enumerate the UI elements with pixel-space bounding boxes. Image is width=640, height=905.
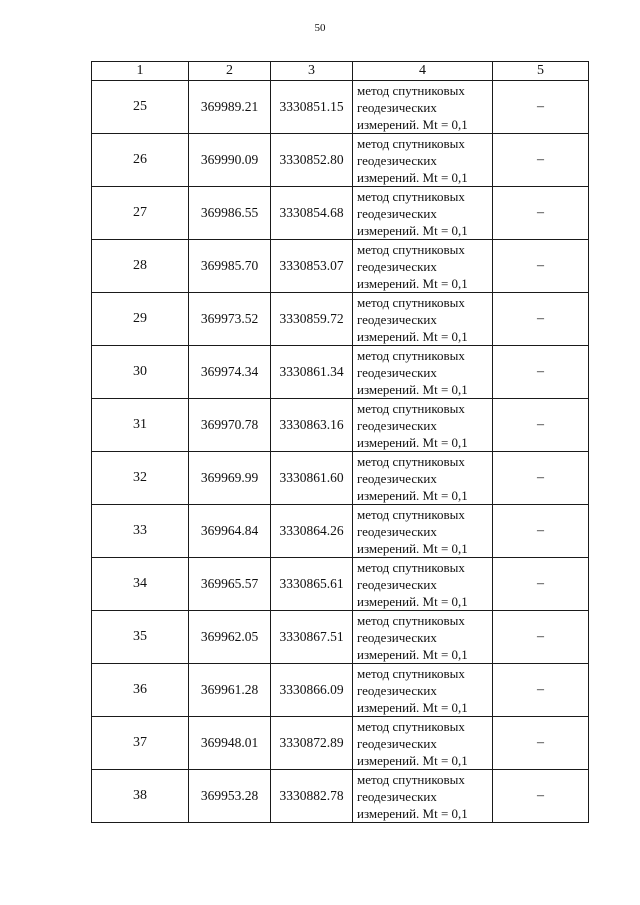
method-line: геодезических	[357, 576, 437, 592]
y-coordinate-cell: 3330851.15	[271, 81, 353, 134]
method-line: измерений. Mt = 0,1	[357, 593, 468, 609]
method-line: метод спутниковых	[357, 665, 465, 681]
x-coordinate-cell: 369973.52	[189, 293, 271, 346]
point-number-cell: 36	[92, 664, 189, 717]
method-line: геодезических	[357, 735, 437, 751]
x-coordinate-cell: 369964.84	[189, 505, 271, 558]
method-line: измерений. Mt = 0,1	[357, 222, 468, 238]
x-coordinate-cell: 369962.05	[189, 611, 271, 664]
x-coordinate-cell: 369961.28	[189, 664, 271, 717]
table-row	[92, 717, 589, 770]
note-cell: –	[493, 134, 589, 187]
method-line: метод спутниковых	[357, 188, 465, 204]
table-row	[92, 134, 589, 187]
method-line: измерений. Mt = 0,1	[357, 699, 468, 715]
method-line: измерений. Mt = 0,1	[357, 328, 468, 344]
y-coordinate-cell: 3330861.60	[271, 452, 353, 505]
table-header	[92, 62, 589, 81]
method-cell	[353, 558, 493, 611]
x-coordinate-cell: 369965.57	[189, 558, 271, 611]
note-cell: –	[493, 717, 589, 770]
y-coordinate-cell: 3330853.07	[271, 240, 353, 293]
header-col-5: 5	[493, 62, 589, 81]
method-line: геодезических	[357, 629, 437, 645]
table-row	[92, 770, 589, 823]
x-coordinate-cell: 369969.99	[189, 452, 271, 505]
method-cell	[353, 505, 493, 558]
point-number-cell: 29	[92, 293, 189, 346]
method-line: измерений. Mt = 0,1	[357, 116, 468, 132]
x-coordinate-cell: 369986.55	[189, 187, 271, 240]
y-coordinate-cell: 3330859.72	[271, 293, 353, 346]
table-body	[92, 81, 589, 823]
y-coordinate-cell: 3330864.26	[271, 505, 353, 558]
x-coordinate-cell: 369974.34	[189, 346, 271, 399]
x-coordinate-cell: 369948.01	[189, 717, 271, 770]
table-row	[92, 346, 589, 399]
note-cell: –	[493, 452, 589, 505]
note-cell: –	[493, 558, 589, 611]
method-cell	[353, 717, 493, 770]
method-line: геодезических	[357, 152, 437, 168]
header-row	[92, 62, 589, 81]
table-row	[92, 505, 589, 558]
note-cell: –	[493, 399, 589, 452]
x-coordinate-cell: 369990.09	[189, 134, 271, 187]
point-number-cell: 26	[92, 134, 189, 187]
method-line: геодезических	[357, 682, 437, 698]
method-line: метод спутниковых	[357, 718, 465, 734]
method-line: метод спутниковых	[357, 612, 465, 628]
note-cell: –	[493, 81, 589, 134]
method-line: метод спутниковых	[357, 294, 465, 310]
table-row	[92, 240, 589, 293]
method-cell	[353, 611, 493, 664]
table-row	[92, 293, 589, 346]
method-cell	[353, 399, 493, 452]
method-line: метод спутниковых	[357, 559, 465, 575]
y-coordinate-cell: 3330854.68	[271, 187, 353, 240]
x-coordinate-cell: 369985.70	[189, 240, 271, 293]
method-line: измерений. Mt = 0,1	[357, 487, 468, 503]
method-line: геодезических	[357, 788, 437, 804]
note-cell: –	[493, 346, 589, 399]
note-cell: –	[493, 664, 589, 717]
method-cell	[353, 81, 493, 134]
point-number-cell: 33	[92, 505, 189, 558]
y-coordinate-cell: 3330866.09	[271, 664, 353, 717]
method-line: геодезических	[357, 205, 437, 221]
method-line: метод спутниковых	[357, 400, 465, 416]
method-line: измерений. Mt = 0,1	[357, 169, 468, 185]
method-cell	[353, 664, 493, 717]
header-col-1: 1	[92, 62, 189, 81]
method-line: измерений. Mt = 0,1	[357, 381, 468, 397]
point-number-cell: 30	[92, 346, 189, 399]
method-line: измерений. Mt = 0,1	[357, 275, 468, 291]
header-col-4: 4	[353, 62, 493, 81]
coordinates-table	[91, 61, 589, 823]
header-col-2: 2	[189, 62, 271, 81]
method-line: геодезических	[357, 364, 437, 380]
note-cell: –	[493, 611, 589, 664]
method-line: измерений. Mt = 0,1	[357, 805, 468, 821]
table-row	[92, 611, 589, 664]
y-coordinate-cell: 3330882.78	[271, 770, 353, 823]
point-number-cell: 28	[92, 240, 189, 293]
note-cell: –	[493, 505, 589, 558]
y-coordinate-cell: 3330861.34	[271, 346, 353, 399]
method-line: метод спутниковых	[357, 82, 465, 98]
y-coordinate-cell: 3330852.80	[271, 134, 353, 187]
method-line: измерений. Mt = 0,1	[357, 434, 468, 450]
method-line: геодезических	[357, 470, 437, 486]
point-number-cell: 34	[92, 558, 189, 611]
method-line: метод спутниковых	[357, 347, 465, 363]
x-coordinate-cell: 369953.28	[189, 770, 271, 823]
y-coordinate-cell: 3330867.51	[271, 611, 353, 664]
method-cell	[353, 770, 493, 823]
method-cell	[353, 346, 493, 399]
point-number-cell: 37	[92, 717, 189, 770]
method-line: измерений. Mt = 0,1	[357, 646, 468, 662]
point-number-cell: 32	[92, 452, 189, 505]
method-line: геодезических	[357, 258, 437, 274]
note-cell: –	[493, 293, 589, 346]
method-line: геодезических	[357, 417, 437, 433]
table-row	[92, 664, 589, 717]
header-col-3: 3	[271, 62, 353, 81]
method-line: геодезических	[357, 311, 437, 327]
table-row	[92, 558, 589, 611]
y-coordinate-cell: 3330863.16	[271, 399, 353, 452]
point-number-cell: 31	[92, 399, 189, 452]
method-line: метод спутниковых	[357, 506, 465, 522]
table-row	[92, 399, 589, 452]
point-number-cell: 35	[92, 611, 189, 664]
note-cell: –	[493, 770, 589, 823]
method-line: геодезических	[357, 99, 437, 115]
method-cell	[353, 240, 493, 293]
method-line: геодезических	[357, 523, 437, 539]
point-number-cell: 38	[92, 770, 189, 823]
y-coordinate-cell: 3330872.89	[271, 717, 353, 770]
method-cell	[353, 293, 493, 346]
method-line: измерений. Mt = 0,1	[357, 752, 468, 768]
point-number-cell: 25	[92, 81, 189, 134]
method-cell	[353, 452, 493, 505]
y-coordinate-cell: 3330865.61	[271, 558, 353, 611]
x-coordinate-cell: 369989.21	[189, 81, 271, 134]
x-coordinate-cell: 369970.78	[189, 399, 271, 452]
method-cell	[353, 187, 493, 240]
method-line: метод спутниковых	[357, 771, 465, 787]
method-line: метод спутниковых	[357, 453, 465, 469]
method-line: метод спутниковых	[357, 241, 465, 257]
table-row	[92, 81, 589, 134]
table-row	[92, 187, 589, 240]
point-number-cell: 27	[92, 187, 189, 240]
note-cell: –	[493, 187, 589, 240]
note-cell: –	[493, 240, 589, 293]
page-number: 50	[314, 22, 326, 34]
table-row	[92, 452, 589, 505]
method-line: метод спутниковых	[357, 135, 465, 151]
method-line: измерений. Mt = 0,1	[357, 540, 468, 556]
method-cell	[353, 134, 493, 187]
